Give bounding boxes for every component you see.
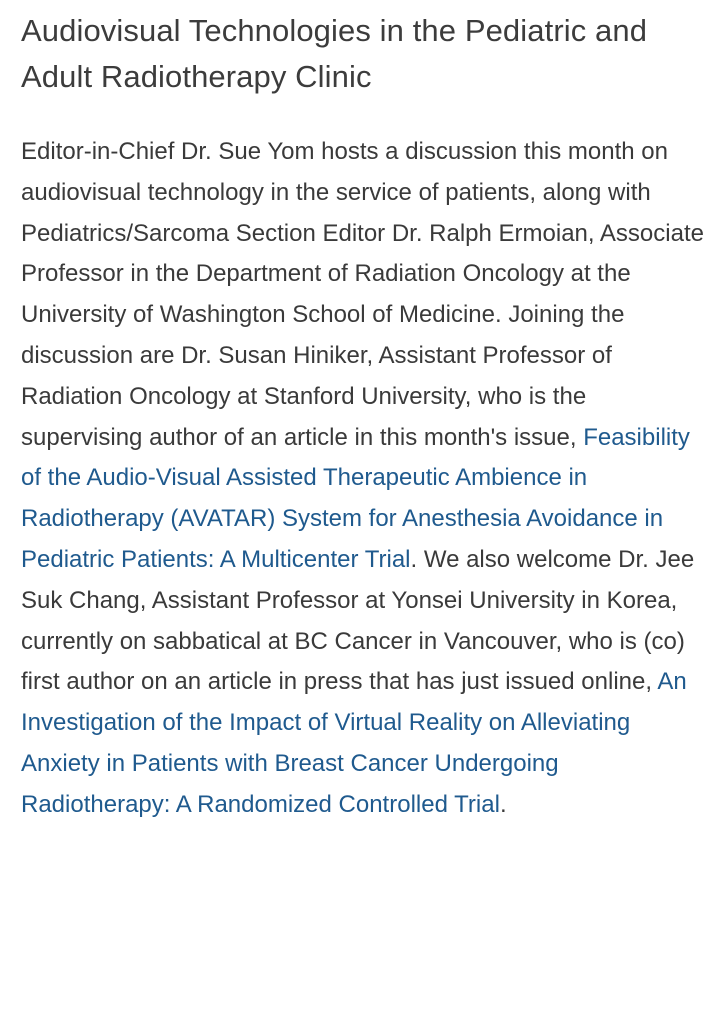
avatar-trial-article-link[interactable]: Feasibility of the Audio-Visual Assisted Therapeutic Ambience in Radiotherapy (AVATAR) System for Anesthesia Avoidance in Pediatric Patients: A Multicenter Trial bbox=[21, 423, 690, 573]
article bbox=[21, 8, 711, 826]
body-text-end: . bbox=[499, 790, 507, 818]
body-text-middle: . We also welcome Dr. Jee Suk Chang, Assistant Professor at Yonsei University in Korea, currently on sabbatical at BC Cancer in Vancouver, who is (co) first author on an article in press that has just issued online, bbox=[21, 545, 695, 696]
body-text-intro: Editor-in-Chief Dr. Sue Yom hosts a discussion this month on audiovisual technology in the service of patients, along with Pediatrics/Sarcoma Section Editor Dr. Ralph Ermoian, Associate Professor in the Department of Radiation Oncology at the University of Washington School of Medicine. Joining the discussion are Dr. Susan Hiniker, Assistant Professor of Radiation Oncology at Stanford University, who is the supervising author of an article in this month's issue, bbox=[21, 138, 704, 451]
virtual-reality-trial-article-link[interactable]: An Investigation of the Impact of Virtual Reality on Alleviating Anxiety in Patients with Breast Cancer Undergoing Radiotherapy: A Randomized Controlled Trial bbox=[21, 668, 687, 818]
article-title: Audiovisual Technologies in the Pediatric and Adult Radiotherapy Clinic bbox=[21, 13, 648, 94]
article-body bbox=[21, 132, 711, 826]
